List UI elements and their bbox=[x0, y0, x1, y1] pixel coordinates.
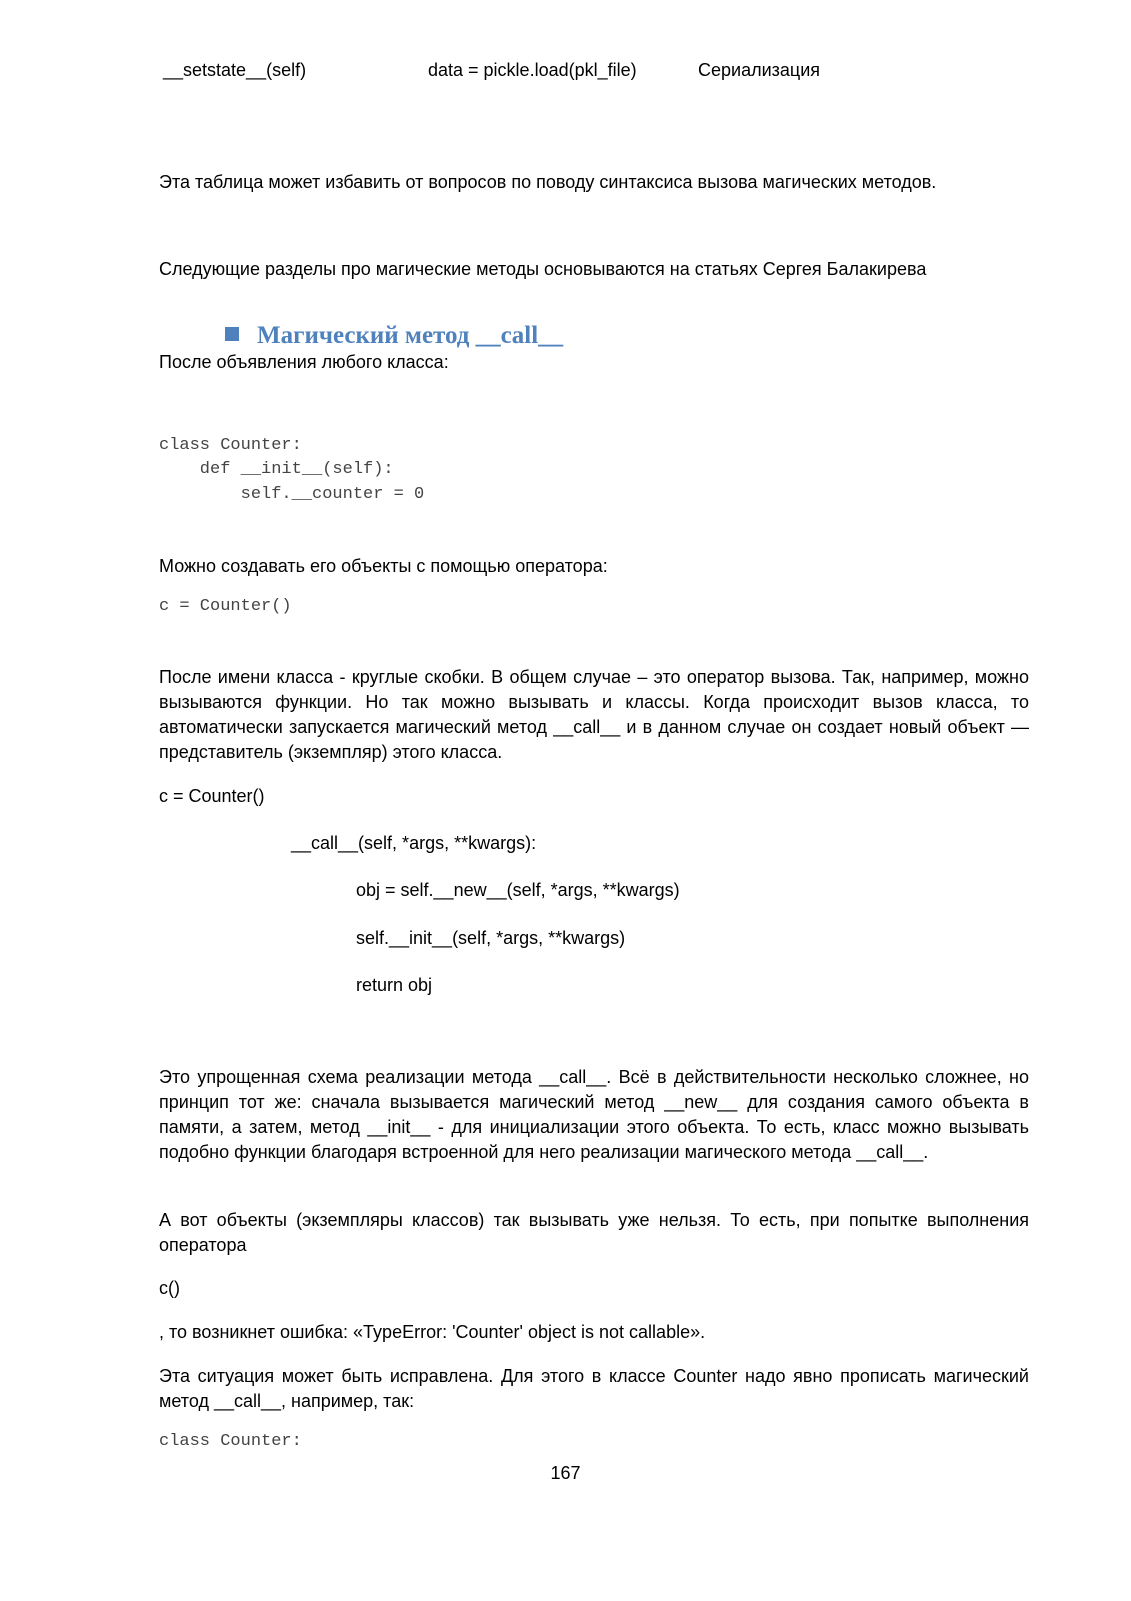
scheme-line: __call__(self, *args, **kwargs): bbox=[291, 833, 537, 853]
paragraph-error: , то возникнет ошибка: «TypeError: 'Counter' object is not callable». bbox=[159, 1322, 706, 1342]
code-line: class Counter: bbox=[159, 1432, 302, 1451]
paragraph-sources: Следующие разделы про магические методы основываются на статьях Сергея Балакирева bbox=[159, 259, 927, 279]
code-line: c = Counter() bbox=[159, 597, 292, 616]
scheme-line: self.__init__(self, *args, **kwargs) bbox=[356, 928, 626, 948]
paragraph-class-declaration: После объявления любого класса: bbox=[159, 352, 449, 372]
page-number: 167 bbox=[550, 1463, 581, 1483]
paragraph-call-instance: c() bbox=[159, 1278, 180, 1298]
section-heading bbox=[225, 321, 563, 351]
table-cell-description: Сериализация bbox=[698, 60, 821, 80]
paragraph-create-objects: Можно создавать его объекты с помощью оператора: bbox=[159, 556, 608, 576]
scheme-line: return obj bbox=[356, 975, 433, 995]
paragraph-call-operator: После имени класса - круглые скобки. В общем случае – это оператор вызова. Так, например, можно вызываются функции. Но так можно вызывать и классы. Когда происходит вызов класса, то автоматически запускается магический метод __call__ и в данном случае он создает новый объект — представитель (экземпляр) этого класса. bbox=[159, 667, 1029, 762]
section-heading-text: Магический метод __call__ bbox=[257, 322, 564, 349]
code-line: class Counter: bbox=[159, 436, 302, 455]
code-line: self.__counter = 0 bbox=[159, 485, 425, 504]
code-line: def __init__(self): bbox=[159, 460, 394, 479]
scheme-line: obj = self.__new__(self, *args, **kwargs) bbox=[356, 880, 680, 900]
table-cell-syntax: data = pickle.load(pkl_file) bbox=[428, 60, 637, 80]
paragraph-instances: А вот объекты (экземпляры классов) так вызывать уже нельзя. То есть, при попытке выполнения оператора bbox=[159, 1210, 1029, 1255]
paragraph-fix: Эта ситуация может быть исправлена. Для этого в классе Counter надо явно прописать магический метод __call__, например, так: bbox=[159, 1366, 1029, 1411]
paragraph-table-note: Эта таблица может избавить от вопросов по поводу синтаксиса вызова магических методов. bbox=[159, 172, 937, 192]
table-cell-method: __setstate__(self) bbox=[163, 60, 307, 80]
square-bullet-icon bbox=[225, 327, 239, 341]
paragraph-example: c = Counter() bbox=[159, 786, 265, 806]
paragraph-simplified-scheme: Это упрощенная схема реализации метода __call__. Всё в действительности несколько сложнее, но принцип тот же: сначала вызывается магический метод __new__ для создания самого объекта в памяти, а затем, метод __init__ - для инициализации этого объекта. То есть, класс можно вызывать подобно функции благодаря встроенной для него реализации магического метода __call__. bbox=[159, 1067, 1029, 1162]
